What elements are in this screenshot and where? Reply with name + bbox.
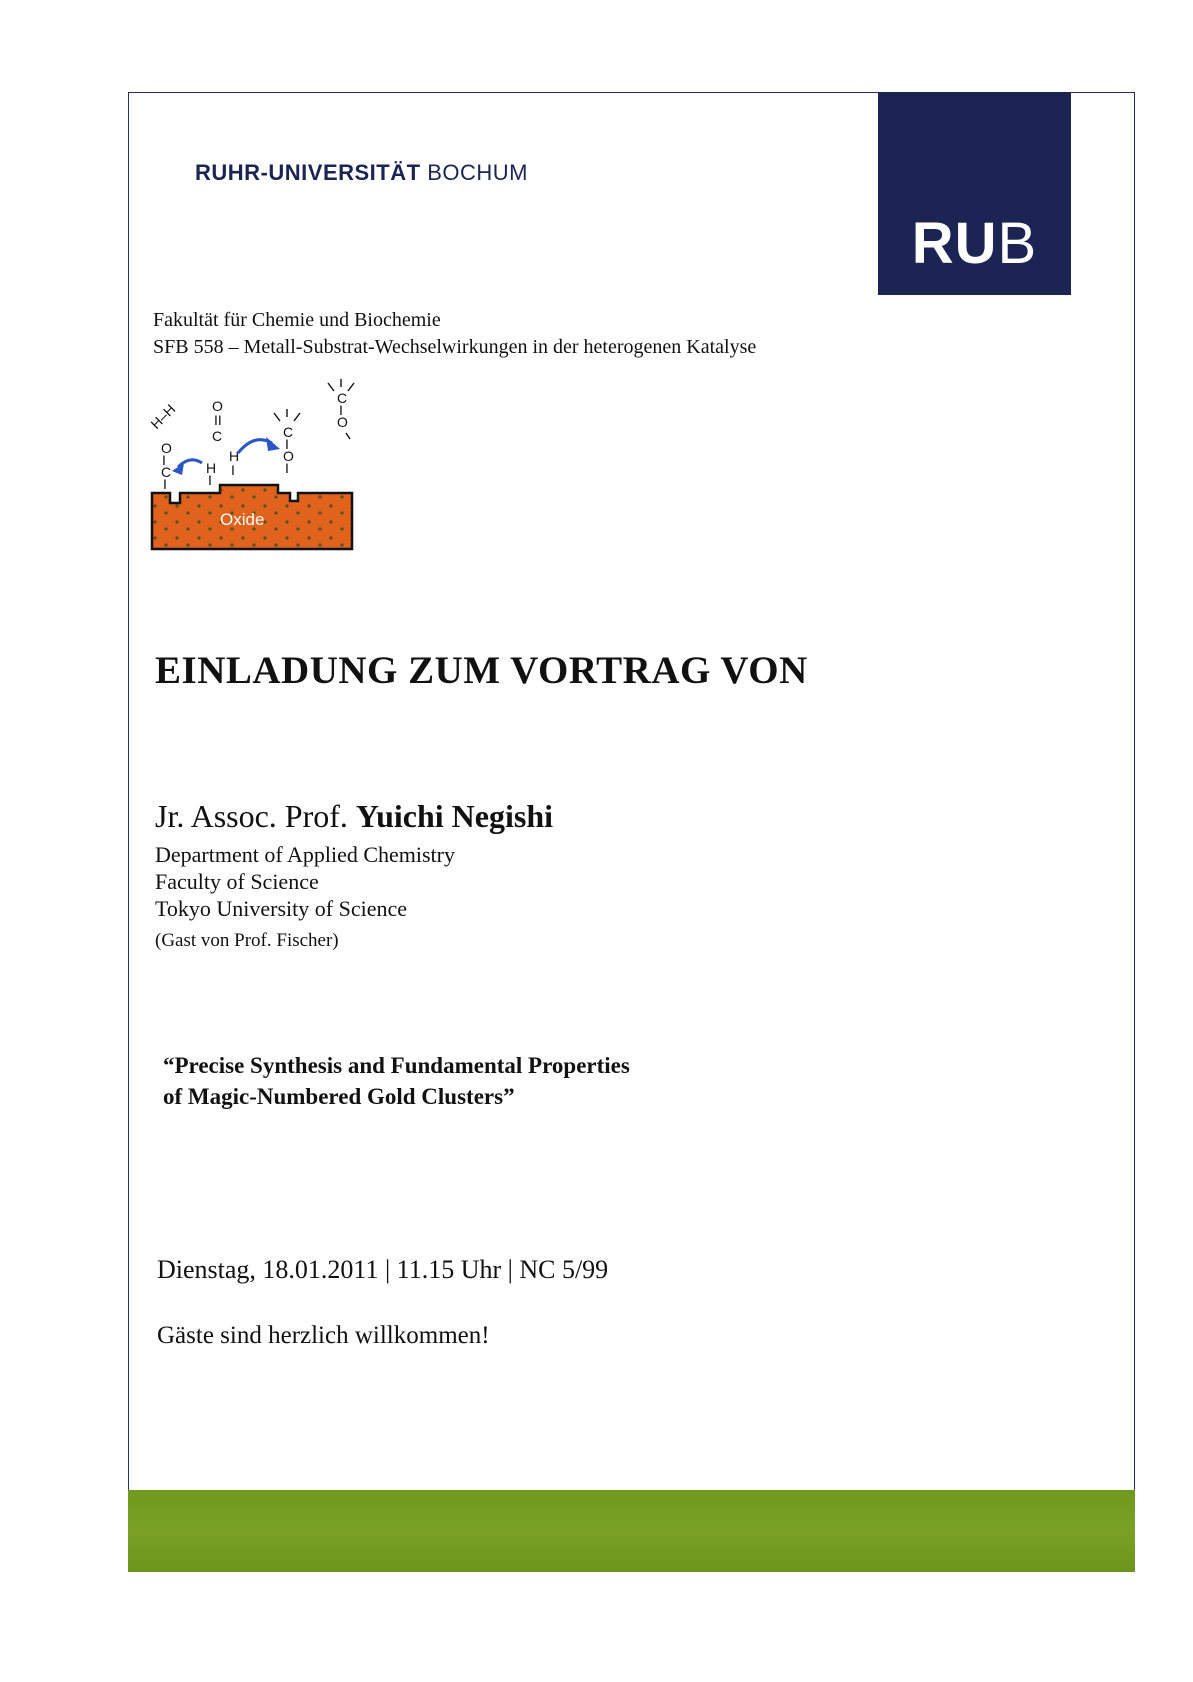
catalysis-diagram-svg: [147, 390, 390, 590]
green-bottom-band: [128, 1490, 1135, 1572]
co-oxygen: O: [212, 398, 223, 414]
faculty-line: Fakultät für Chemie und Biochemie: [153, 309, 441, 331]
formyl-oxygen: O: [161, 440, 172, 456]
event-datetime: Dienstag, 18.01.2011 | 11.15 Uhr | NC 5/99: [157, 1255, 609, 1284]
methoxy-link: I: [285, 460, 289, 476]
rub-logo-bold: RU: [911, 211, 998, 276]
catalysis-diagram: [147, 390, 390, 595]
rub-logo: [878, 210, 1071, 277]
oxide-label: Oxide: [220, 510, 265, 529]
formyl-carbon: C: [161, 464, 172, 480]
rub-logo-box: [878, 92, 1071, 295]
arrowhead-right: [266, 437, 280, 451]
university-name-city: BOCHUM: [427, 160, 528, 185]
co-carbon: C: [212, 428, 223, 444]
speaker-name: Yuichi Negishi: [355, 798, 553, 834]
university-name-bold: RUHR-UNIVERSITÄT: [195, 160, 421, 185]
speaker-faculty: Faculty of Science: [155, 869, 319, 894]
faculty-block: [153, 307, 756, 361]
formyl-bond: I: [162, 452, 166, 468]
university-name: [195, 160, 528, 186]
methoxy-oxygen: O: [283, 448, 294, 464]
sfb-line: SFB 558 – Metall-Substrat-Wechselwirkungen in der heterogenen Katalyse: [153, 336, 757, 358]
rub-logo-light: B: [997, 211, 1038, 276]
hydrogen-atom-2: H: [229, 448, 240, 464]
methanol-bond: I: [339, 402, 343, 418]
co-bond: II: [214, 412, 222, 428]
speaker-university: Tokyo University of Science: [155, 896, 408, 921]
arrowhead-left: [172, 463, 184, 475]
methoxy-carbon: C: [283, 424, 294, 440]
talk-title: [163, 1050, 630, 1112]
talk-title-line-2: of Magic-Numbered Gold Clusters”: [163, 1084, 515, 1109]
formyl-link: I: [163, 476, 167, 492]
speaker-department: Department of Applied Chemistry: [155, 842, 455, 867]
hydrogen-link-2: I: [231, 462, 235, 478]
welcome-note: Gäste sind herzlich willkommen!: [157, 1322, 490, 1349]
methanol-carbon: C: [337, 390, 348, 406]
methanol-oxygen: O: [337, 414, 348, 430]
invitation-title: EINLADUNG ZUM VORTRAG VON: [155, 649, 808, 692]
h2-molecule: H–H: [147, 400, 179, 432]
speaker-block: [155, 798, 553, 952]
molecules: [147, 390, 348, 492]
hydrogen-link: I: [208, 472, 212, 488]
speaker-prefix: Jr. Assoc. Prof.: [155, 798, 348, 834]
hydrogen-atom: H: [206, 460, 217, 476]
methoxy-bond: I: [285, 436, 289, 452]
talk-title-line-1: “Precise Synthesis and Fundamental Properties: [163, 1053, 630, 1078]
host-note: (Gast von Prof. Fischer): [155, 930, 339, 951]
speaker-name-line: [155, 798, 553, 835]
speaker-affiliation: [155, 841, 553, 922]
